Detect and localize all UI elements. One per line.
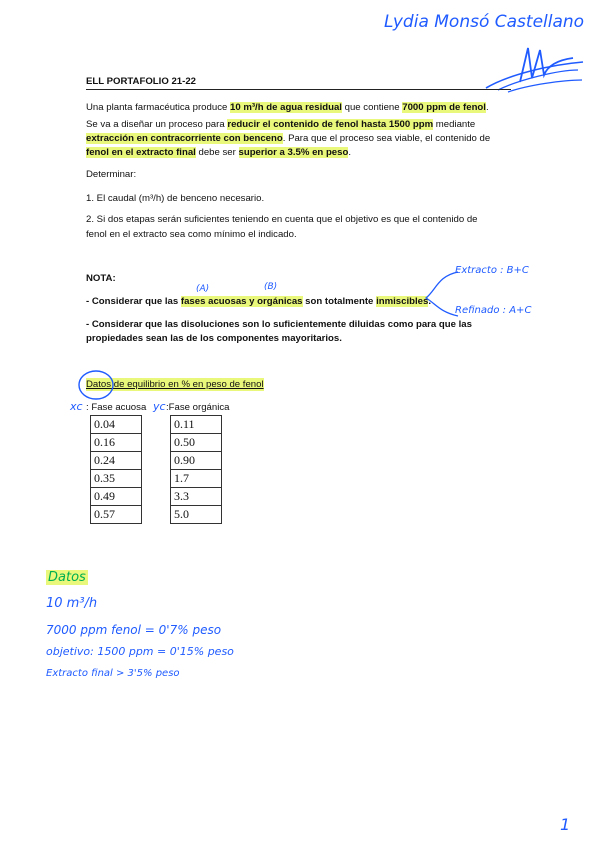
table-cell: 0.57 — [91, 506, 142, 524]
circle-annotation — [76, 368, 116, 402]
table-cell: 0.49 — [91, 488, 142, 506]
table-row — [171, 470, 222, 488]
table-row — [171, 434, 222, 452]
determinar-label: Determinar: — [86, 169, 137, 180]
nota-item-2-line-1: - Considerar que las disoluciones son lo suficientemente diluidas como para que las — [86, 319, 472, 330]
notes-line-4: Extracto final > 3'5% peso — [46, 668, 180, 679]
student-name: Lydia Monsó Castellano — [384, 12, 585, 32]
nota-item-1: - Considerar que las fases acuosas y orgánicas son totalmente inmiscibles. — [86, 296, 431, 307]
question-1: 1. El caudal (m³/h) de benceno necesario. — [86, 193, 265, 204]
notes-line-1: 10 m³/h — [46, 596, 98, 611]
header-rule — [86, 89, 511, 90]
annotation-b: (B) — [264, 282, 278, 292]
problem-line-2: Se va a diseñar un proceso para reducir el contenido de fenol hasta 1500 ppm mediante — [86, 119, 476, 130]
annotation-extracto: Extracto : B+C — [455, 265, 529, 276]
table-cell: 0.11 — [171, 416, 222, 434]
notes-line-2: 7000 ppm fenol = 0'7% peso — [46, 623, 222, 637]
table-cell: 0.24 — [91, 452, 142, 470]
table-row — [91, 488, 142, 506]
table-cell: 0.16 — [91, 434, 142, 452]
notes-line-3: objetivo: 1500 ppm = 0'15% peso — [46, 645, 234, 658]
table-row — [171, 506, 222, 524]
table-row — [171, 488, 222, 506]
question-2-line-1: 2. Si dos etapas serán suficientes teniendo en cuenta que el objetivo es que el contenido de — [86, 214, 478, 225]
problem-line-4: fenol en el extracto final debe ser superior a 3.5% en peso. — [86, 147, 352, 158]
nota-title: NOTA: — [86, 273, 116, 284]
table-cell: 0.04 — [91, 416, 142, 434]
equilibrium-title: Datos de equilibrio en % en peso de fenol — [86, 379, 264, 390]
nota-item-2-line-2: propiedades sean las de los componentes mayoritarios. — [86, 333, 342, 344]
yc-symbol: yc — [153, 400, 166, 413]
table-row — [91, 452, 142, 470]
problem-line-1: Una planta farmacéutica produce 10 m³/h de agua residual que contiene 7000 ppm de fenol. — [86, 102, 489, 113]
table-cell: 1.7 — [171, 470, 222, 488]
table-row — [171, 416, 222, 434]
question-2-line-2: fenol en el extracto sea como mínimo el indicado. — [86, 229, 297, 240]
table-cell: 0.50 — [171, 434, 222, 452]
table-row — [91, 470, 142, 488]
aqueous-label: : Fase acuosa — [86, 402, 147, 413]
notes-heading: Datos — [48, 570, 86, 585]
table-row — [91, 434, 142, 452]
organic-label: :Fase orgánica — [166, 402, 230, 413]
portfolio-title: ELL PORTAFOLIO 21-22 — [86, 76, 196, 87]
table-cell: 0.90 — [171, 452, 222, 470]
annotation-refinado: Refinado : A+C — [455, 305, 532, 316]
xc-symbol: xc — [70, 400, 83, 413]
table-cell: 3.3 — [171, 488, 222, 506]
table-cell: 5.0 — [171, 506, 222, 524]
aqueous-table — [90, 415, 142, 524]
annotation-a: (A) — [196, 284, 210, 294]
table-row — [171, 452, 222, 470]
table-row — [91, 506, 142, 524]
organic-table — [170, 415, 222, 524]
table-row — [91, 416, 142, 434]
table-cell: 0.35 — [91, 470, 142, 488]
page-number: 1 — [560, 815, 571, 834]
problem-line-3: extracción en contracorriente con benceno. Para que el proceso sea viable, el contenido de — [86, 133, 491, 144]
